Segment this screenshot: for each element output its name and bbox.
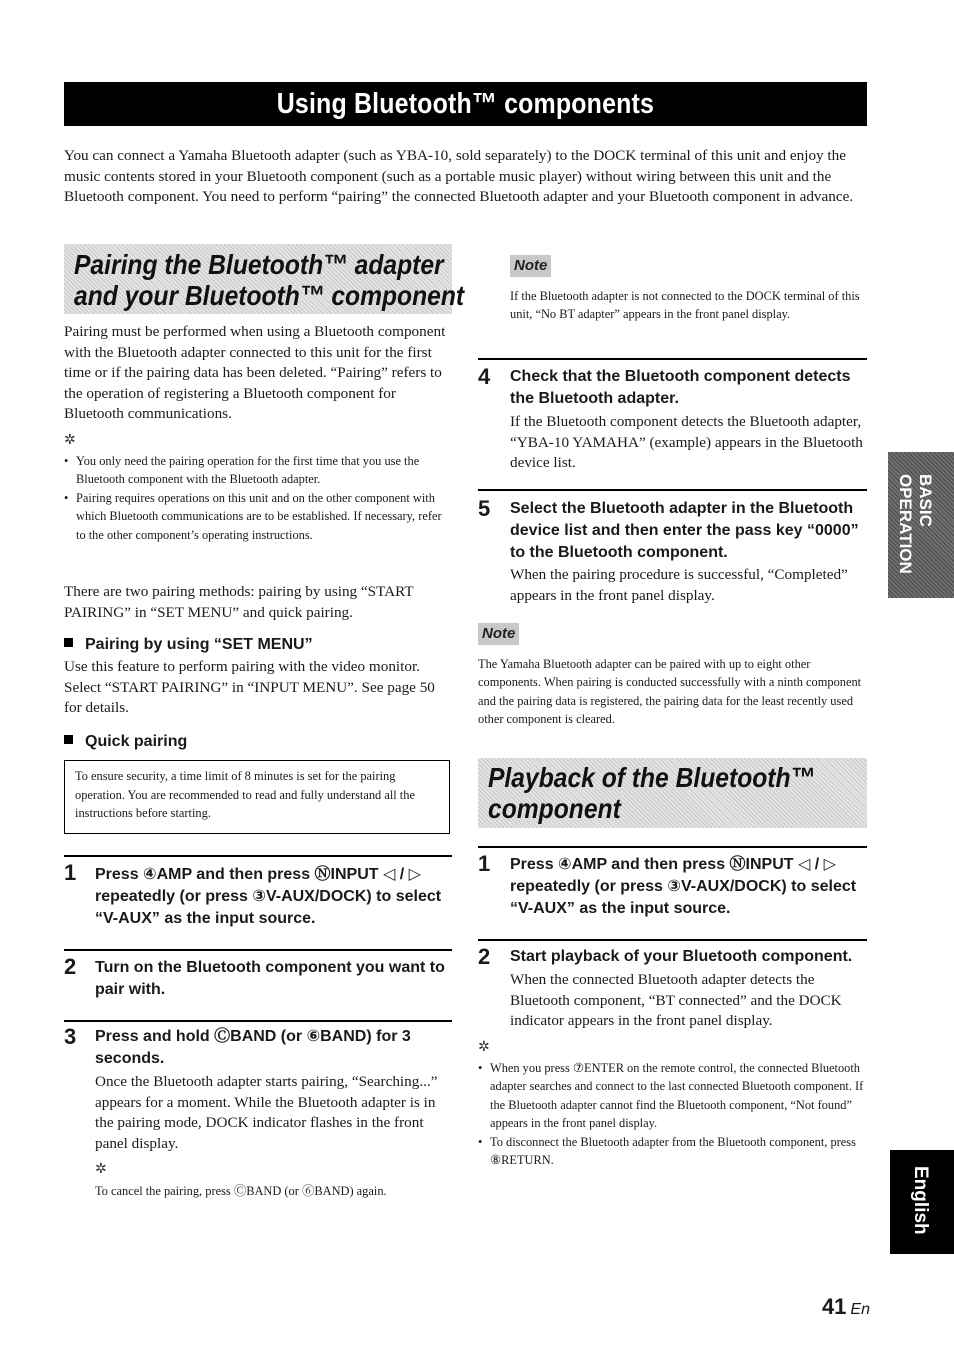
set-menu-heading-text: Pairing by using “SET MENU” xyxy=(85,636,313,653)
playback-title-line1: Playback of the Bluetooth™ xyxy=(488,762,816,793)
step-number: 2 xyxy=(478,944,491,969)
step-divider xyxy=(478,489,867,491)
note-label: Note xyxy=(478,623,519,645)
basic-tab-line2: OPERATION xyxy=(896,474,915,574)
page-number xyxy=(800,1294,870,1320)
tip-item: • Pairing requires operations on this unit and on the other component with which Bluetooth communications are to be established. If necessary, refer to the other component’s operating instructions. xyxy=(64,489,452,544)
quick-pairing-caution-box: To ensure security, a time limit of 8 minutes is set for the pairing operation. You are recommended to read and fully understand all the instructions before starting. xyxy=(64,760,450,834)
pairing-step3-body: Once the Bluetooth adapter starts pairing, “Searching...” appears for a moment. While the Bluetooth adapter is in the pairing mode, DOCK indicator flashes in the front panel display. xyxy=(95,1073,438,1152)
step-divider xyxy=(478,358,867,360)
playback-tips xyxy=(478,1059,867,1169)
note-text: The Yamaha Bluetooth adapter can be paired with up to eight other components. When pairing is conducted successfully with a ninth component and the pairing data is registered, the pairing data for the least recently used other component is cleared. xyxy=(478,657,862,727)
step-number: 5 xyxy=(478,496,491,521)
tip-item: • You only need the pairing operation for the first time that you use the Bluetooth component with the Bluetooth adapter. xyxy=(64,452,452,489)
pairing-step3-tip: To cancel the pairing, press ⒸBAND (or ⑥BAND) again. xyxy=(95,1184,387,1198)
step-divider xyxy=(64,1020,452,1022)
quick-pairing-heading xyxy=(64,731,452,753)
english-tab-label: English xyxy=(910,1166,931,1235)
basic-operation-tab xyxy=(888,452,954,598)
step-number: 4 xyxy=(478,364,491,389)
step-divider xyxy=(64,855,452,857)
pairing-title-line2: and your Bluetooth™ component xyxy=(74,280,465,311)
step-divider xyxy=(478,939,867,941)
page-number-value: 41 xyxy=(821,1294,847,1319)
pairing-tips xyxy=(64,452,452,544)
pairing-step4: Check that the Bluetooth component detects the Bluetooth adapter. xyxy=(510,368,851,407)
tip-icon: ✲ xyxy=(95,1162,107,1177)
step-number: 1 xyxy=(478,851,491,876)
step-number: 2 xyxy=(64,954,77,979)
pairing-step3: Press and hold ⒸBAND (or ⑥BAND) for 3 seconds. xyxy=(95,1028,411,1067)
basic-tab-line1: BASIC xyxy=(916,474,935,527)
tip-item: • When you press ⑦ENTER on the remote control, the connected Bluetooth adapter searches and connect to the last connected Bluetooth component. If the Bluetooth adapter cannot find the Bluetooth component, “Not found” appears in the front panel display. xyxy=(478,1059,867,1133)
pairing-step2: Turn on the Bluetooth component you want to pair with. xyxy=(95,959,445,998)
step-divider xyxy=(478,846,867,848)
tip-icon: ✲ xyxy=(478,1040,490,1055)
note-text: If the Bluetooth adapter is not connected to the DOCK terminal of this unit, “No BT adapter” appears in the front panel display. xyxy=(510,289,860,322)
pairing-step5-body: When the pairing procedure is successful, “Completed” appears in the front panel display. xyxy=(510,566,848,604)
step-divider xyxy=(64,949,452,951)
pairing-step4-body: If the Bluetooth component detects the Bluetooth adapter, “YBA-10 YAMAHA” (example) appears in the Bluetooth device list. xyxy=(510,413,863,472)
playback-step1: Press ④AMP and then press ⓃINPUT ◁ / ▷ repeatedly (or press ③V-AUX/DOCK) to select “V-AUX” as the input source. xyxy=(510,856,857,917)
bullet-square xyxy=(64,735,73,744)
pairing-methods: There are two pairing methods: pairing by using “START PAIRING” in “SET MENU” and quick pairing. xyxy=(64,583,414,621)
tip-item: • To disconnect the Bluetooth adapter from the Bluetooth component, press ⑧RETURN. xyxy=(478,1133,867,1170)
step-number: 3 xyxy=(64,1024,77,1049)
page-banner xyxy=(64,82,867,126)
pairing-step1: Press ④AMP and then press ⓃINPUT ◁ / ▷ repeatedly (or press ③V-AUX/DOCK) to select “V-AUX” as the input source. xyxy=(95,866,442,927)
step-number: 1 xyxy=(64,860,77,885)
playback-section-heading xyxy=(478,758,867,828)
intro-paragraph: You can connect a Yamaha Bluetooth adapter (such as YBA-10, sold separately) to the DOCK terminal of this unit and enjoy the music contents stored in your Bluetooth component (such as a portable music player) without wiring between this unit and the Bluetooth component. You need to perform “pairing” the connected Bluetooth adapter and your Bluetooth component in advance. xyxy=(64,147,854,206)
playback-step2-body: When the connected Bluetooth adapter detects the Bluetooth component, “BT connected” and the DOCK indicator appears in the front panel display. xyxy=(510,971,842,1030)
quick-pairing-heading-text: Quick pairing xyxy=(85,733,188,750)
playback-step2: Start playback of your Bluetooth component. xyxy=(510,948,853,965)
pairing-step5: Select the Bluetooth adapter in the Bluetooth device list and then enter the pass key “0000” to the Bluetooth component. xyxy=(510,500,859,561)
page-language: En xyxy=(850,1301,870,1318)
banner-title: Using Bluetooth™ components xyxy=(276,88,655,120)
bullet-square xyxy=(64,638,73,647)
pairing-section-heading xyxy=(64,244,465,314)
pairing-title-line1: Pairing the Bluetooth™ adapter xyxy=(74,249,444,280)
set-menu-body: Use this feature to perform pairing with the video monitor. Select “START PAIRING” in “INPUT MENU”. See page 50 for details. xyxy=(64,658,435,717)
pairing-intro: Pairing must be performed when using a Bluetooth component with the Bluetooth adapter connected to this unit for the first time or if the pairing data has been deleted. “Pairing” refers to the operation of registering a Bluetooth component for Bluetooth communications. xyxy=(64,323,446,423)
english-tab xyxy=(890,1150,954,1254)
note-label: Note xyxy=(510,255,551,277)
set-menu-heading xyxy=(64,634,452,656)
tip-icon: ✲ xyxy=(64,433,76,448)
playback-title-line2: component xyxy=(488,793,621,824)
